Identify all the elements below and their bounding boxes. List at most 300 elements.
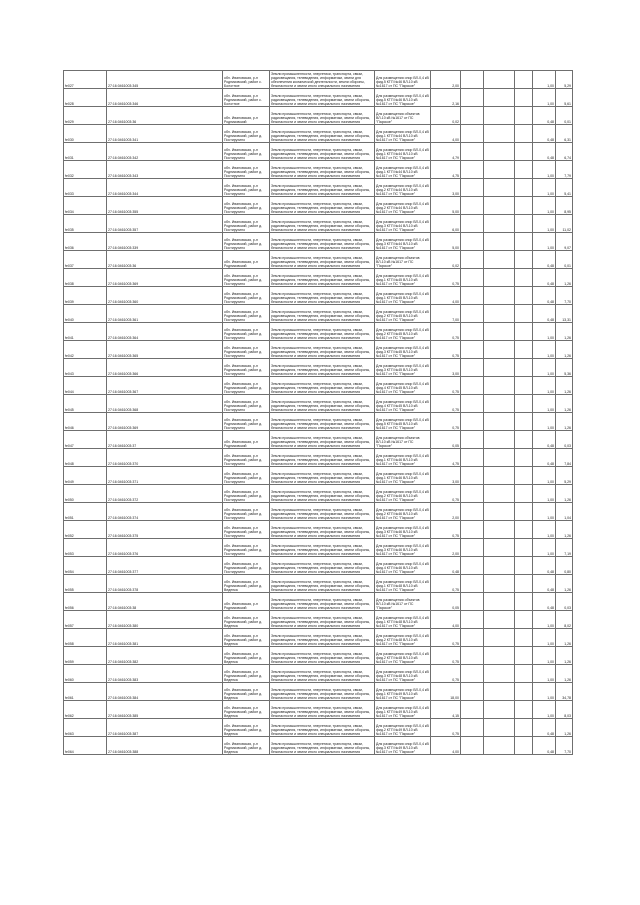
coefficient-cell: 0,48	[533, 107, 556, 125]
empty-cell	[461, 269, 484, 287]
table-row	[64, 701, 573, 719]
empty-cell	[461, 701, 484, 719]
row-number-cell: fe061	[64, 683, 107, 701]
permitted-use-cell: Для размещения опор ВЛ-0,4 кВ фид.1 КТП №46 ВЛ-10 кВ №1617 от ПС "Парское"	[375, 449, 431, 467]
permitted-use-cell: Для размещения опор ВЛ-0,4 кВ фид.1 КТП №45 ВЛ-10 кВ №1617 от ПС "Парское"	[375, 287, 431, 305]
coefficient-cell: 1,00	[533, 485, 556, 503]
permitted-use-cell: Для размещения опор ВЛ-0,4 кВ фид.3 КТП №44 ВЛ-10 кВ №1617 от ПС "Парское"	[375, 233, 431, 251]
coefficient-cell: 1,00	[533, 467, 556, 485]
empty-cell	[484, 557, 515, 575]
land-category-cell: Земли промышленности, энергетики, транспорта, связи, радиовещания, телевидения, информатики, земли обороны, безопасности и земли иного специального назначения	[270, 719, 375, 737]
address-cell: обл. Ивановская, р-н Родниковский, район д. Постирухино	[223, 179, 270, 197]
empty-cell	[461, 629, 484, 647]
value-cell: 9,07	[556, 233, 573, 251]
coefficient-cell: 1,00	[533, 701, 556, 719]
land-category-cell: Земли промышленности, энергетики, транспорта, связи, радиовещания, телевидения, информатики, земли обороны, безопасности и земли иного специального назначения	[270, 125, 375, 143]
coefficient-cell: 1,00	[533, 647, 556, 665]
empty-cell	[515, 467, 533, 485]
permitted-use-cell: Для размещения опор ВЛ-0,4 кВ фид.5 КТП №45 ВЛ-10 кВ №1617 от ПС "Парское"	[375, 413, 431, 431]
empty-cell	[461, 737, 484, 755]
empty-cell	[515, 593, 533, 611]
value-cell: 8,03	[556, 701, 573, 719]
address-cell: обл. Ивановская, р-н Родниковский, район д. Постирухино	[223, 197, 270, 215]
empty-cell	[515, 107, 533, 125]
cadastral-number-cell: 27:16:0461003:376	[107, 539, 223, 557]
empty-cell	[515, 503, 533, 521]
address-cell: обл. Ивановская, р-н Родниковский, район д. Веденка	[223, 665, 270, 683]
cadastral-number-cell: 27:16:0461003:384	[107, 683, 223, 701]
table-row	[64, 107, 573, 125]
cadastral-number-cell: 27:16:0461003:371	[107, 467, 223, 485]
value-cell: 0,01	[556, 107, 573, 125]
row-number-cell: fe054	[64, 557, 107, 575]
area-cell: 0,75	[431, 341, 461, 359]
empty-cell	[461, 161, 484, 179]
address-cell: обл. Ивановская, р-н Родниковский, район д. Веденка	[223, 647, 270, 665]
cadastral-number-cell: 27:16:0461003:377	[107, 557, 223, 575]
empty-cell	[461, 251, 484, 269]
empty-cell	[484, 431, 515, 449]
row-number-cell: fe031	[64, 143, 107, 161]
table-row	[64, 377, 573, 395]
row-number-cell: fe063	[64, 719, 107, 737]
permitted-use-cell: Для размещения объектов ВЛ-10 кВ №1617 от ПС "Парское"	[375, 251, 431, 269]
cadastral-number-cell: 27:16:0461003:364	[107, 323, 223, 341]
coefficient-cell: 1,00	[533, 395, 556, 413]
empty-cell	[484, 701, 515, 719]
address-cell: обл. Ивановская, р-н Родниковский, район д. Веденка	[223, 629, 270, 647]
empty-cell	[484, 665, 515, 683]
cadastral-number-cell: 27:16:0461003:369	[107, 413, 223, 431]
address-cell: обл. Ивановская, р-н Родниковский, район д. Постирухино	[223, 125, 270, 143]
coefficient-cell: 1,00	[533, 197, 556, 215]
area-cell: 2,00	[431, 503, 461, 521]
empty-cell	[461, 89, 484, 107]
land-category-cell: Земли промышленности, энергетики, транспорта, связи, радиовещания, телевидения, информатики, земли обороны, безопасности и земли иного специального назначения	[270, 287, 375, 305]
table-row	[64, 737, 573, 755]
area-cell: 0,05	[431, 593, 461, 611]
empty-cell	[515, 161, 533, 179]
land-category-cell: Земли промышленности, энергетики, транспорта, связи, радиовещания, телевидения, информатики, земли обороны, безопасности и земли иного специального назначения	[270, 665, 375, 683]
coefficient-cell: 0,48	[533, 593, 556, 611]
empty-cell	[515, 557, 533, 575]
empty-cell	[461, 611, 484, 629]
empty-cell	[461, 359, 484, 377]
empty-cell	[484, 323, 515, 341]
area-cell: 0,75	[431, 485, 461, 503]
row-number-cell: fe030	[64, 125, 107, 143]
permitted-use-cell: Для размещения опор ВЛ-0,4 кВ фид.1 КТП №44 ВЛ-10 кВ №1617 от ПС "Парское"	[375, 161, 431, 179]
address-cell: обл. Ивановская, р-н Родниковский, район д. Постирухино	[223, 413, 270, 431]
empty-cell	[461, 485, 484, 503]
area-cell: 0,75	[431, 647, 461, 665]
value-cell: 1,04	[556, 503, 573, 521]
area-cell: 0,48	[431, 557, 461, 575]
empty-cell	[484, 485, 515, 503]
area-cell: 4,00	[431, 611, 461, 629]
empty-cell	[484, 629, 515, 647]
address-cell: обл. Ивановская, р-н Родниковский, район д. Постирухино	[223, 323, 270, 341]
permitted-use-cell: Для размещения опор ВЛ-0,4 кВ фид.3 КТП №45 ВЛ-10 кВ №1617 от ПС "Парское"	[375, 359, 431, 377]
row-number-cell: fe034	[64, 197, 107, 215]
address-cell: обл. Ивановская, р-н Родниковский, район д. Веденка	[223, 611, 270, 629]
empty-cell	[484, 125, 515, 143]
value-cell: 13,31	[556, 305, 573, 323]
table-row	[64, 125, 573, 143]
empty-cell	[461, 395, 484, 413]
cadastral-number-cell: 27:16:0461003:37	[107, 431, 223, 449]
coefficient-cell: 0,48	[533, 431, 556, 449]
address-cell: обл. Ивановская, р-н Родниковский, район д. Постирухино	[223, 467, 270, 485]
permitted-use-cell: Для размещения опор ВЛ-0,4 кВ фид.2 КТП №45 ВЛ-10 кВ №1617 от ПС "Парское"	[375, 305, 431, 323]
cadastral-number-cell: 27:16:0461003:375	[107, 521, 223, 539]
address-cell: обл. Ивановская, р-н Родниковский, район д. Постирухино	[223, 395, 270, 413]
empty-cell	[515, 719, 533, 737]
coefficient-cell: 1,00	[533, 89, 556, 107]
area-cell: 0,75	[431, 629, 461, 647]
table-row	[64, 323, 573, 341]
empty-cell	[461, 287, 484, 305]
area-cell: 0,75	[431, 269, 461, 287]
empty-cell	[484, 377, 515, 395]
permitted-use-cell: Для размещения опор ВЛ-0,4 кВ фид.1 КТП №48 ВЛ-10 кВ №1617 от ПС "Парское"	[375, 611, 431, 629]
empty-cell	[484, 395, 515, 413]
empty-cell	[461, 233, 484, 251]
permitted-use-cell: Для размещения опор ВЛ-0,4 кВ фид.1 КТП №49 ВЛ-10 кВ №1617 от ПС "Парское"	[375, 701, 431, 719]
land-category-cell: Земли промышленности, энергетики, транспорта, связи, радиовещания, телевидения, информатики, земли обороны, безопасности и земли иного специального назначения	[270, 629, 375, 647]
row-number-cell: fe042	[64, 341, 107, 359]
permitted-use-cell: Для размещения опор ВЛ-0,4 кВ фид.4 КТП №45 ВЛ-10 кВ №1617 от ПС "Парское"	[375, 377, 431, 395]
row-number-cell: fe036	[64, 233, 107, 251]
permitted-use-cell: Для размещения опор ВЛ-0,4 кВ фид.5 КТП №46 ВЛ-10 кВ №1617 от ПС "Парское"	[375, 71, 431, 89]
table-row	[64, 143, 573, 161]
land-category-cell: Земли промышленности, энергетики, транспорта, связи, радиовещания, телевидения, информатики, земли обороны, безопасности и земли иного специального назначения	[270, 683, 375, 701]
coefficient-cell: 1,00	[533, 413, 556, 431]
table-row	[64, 305, 573, 323]
cadastral-number-cell: 27:16:0461003:360	[107, 287, 223, 305]
empty-cell	[515, 575, 533, 593]
cadastral-number-cell: 27:16:0461003:372	[107, 485, 223, 503]
value-cell: 5,29	[556, 71, 573, 89]
row-number-cell: fe057	[64, 611, 107, 629]
table-row	[64, 449, 573, 467]
value-cell: 0,01	[556, 251, 573, 269]
empty-cell	[515, 179, 533, 197]
empty-cell	[461, 575, 484, 593]
empty-cell	[515, 251, 533, 269]
empty-cell	[484, 521, 515, 539]
empty-cell	[461, 647, 484, 665]
coefficient-cell: 1,00	[533, 629, 556, 647]
area-cell: 3,00	[431, 467, 461, 485]
empty-cell	[461, 197, 484, 215]
empty-cell	[515, 737, 533, 755]
value-cell: 7,70	[556, 287, 573, 305]
value-cell: 7,19	[556, 539, 573, 557]
table-row	[64, 539, 573, 557]
permitted-use-cell: Для размещения опор ВЛ-0,4 кВ фид.3 КТП №49 ВЛ-10 кВ №1617 от ПС "Парское"	[375, 737, 431, 755]
land-category-cell: Земли промышленности, энергетики, транспорта, связи, радиовещания, телевидения, информатики, земли обороны, безопасности и земли иного специального назначения	[270, 179, 375, 197]
table-row	[64, 575, 573, 593]
empty-cell	[515, 449, 533, 467]
address-cell: обл. Ивановская, р-н Родниковский, район д. Постирухино	[223, 359, 270, 377]
value-cell: 1,26	[556, 269, 573, 287]
empty-cell	[461, 557, 484, 575]
coefficient-cell: 0,48	[533, 557, 556, 575]
address-cell: обл. Ивановская, р-н Родниковский, район д. Постирухино	[223, 521, 270, 539]
coefficient-cell: 1,00	[533, 665, 556, 683]
empty-cell	[515, 521, 533, 539]
land-category-cell: Земли промышленности, энергетики, транспорта, связи, радиовещания, телевидения, информатики, земли обороны, безопасности и земли иного специального назначения	[270, 431, 375, 449]
value-cell: 1,26	[556, 485, 573, 503]
empty-cell	[484, 593, 515, 611]
row-number-cell: fe032	[64, 161, 107, 179]
empty-cell	[515, 143, 533, 161]
empty-cell	[515, 197, 533, 215]
empty-cell	[484, 161, 515, 179]
empty-cell	[484, 737, 515, 755]
empty-cell	[484, 683, 515, 701]
row-number-cell: fe064	[64, 737, 107, 755]
area-cell: 4,75	[431, 161, 461, 179]
area-cell: 2,00	[431, 539, 461, 557]
area-cell: 4,15	[431, 701, 461, 719]
table-row	[64, 683, 573, 701]
land-category-cell: Земли промышленности, энергетики, транспорта, связи, радиовещания, телевидения, информатики, земли обороны, безопасности и земли иного специального назначения	[270, 611, 375, 629]
value-cell: 1,26	[556, 647, 573, 665]
address-cell: обл. Ивановская, р-н Родниковский, район д. Веденка	[223, 701, 270, 719]
address-cell: обл. Ивановская, р-н Родниковский	[223, 107, 270, 125]
table-row	[64, 557, 573, 575]
empty-cell	[461, 719, 484, 737]
area-cell: 4,00	[431, 125, 461, 143]
land-category-cell: Земли промышленности, энергетики, транспорта, связи, радиовещания, телевидения, информатики, земли обороны, безопасности и земли иного специального назначения	[270, 449, 375, 467]
cadastral-number-cell: 27:16:0461003:380	[107, 611, 223, 629]
area-cell: 5,00	[431, 233, 461, 251]
area-cell: 5,00	[431, 197, 461, 215]
row-number-cell: fe049	[64, 467, 107, 485]
address-cell: обл. Ивановская, р-н Родниковский, район д. Постирухино	[223, 143, 270, 161]
cadastral-number-cell: 27:16:0461003:381	[107, 629, 223, 647]
row-number-cell: fe037	[64, 251, 107, 269]
empty-cell	[484, 197, 515, 215]
empty-cell	[484, 611, 515, 629]
empty-cell	[484, 305, 515, 323]
value-cell: 7,79	[556, 161, 573, 179]
land-category-cell: Земли промышленности, энергетики, транспорта, связи, радиовещания, телевидения, информатики, земли обороны, безопасности и земли иного специального назначения	[270, 251, 375, 269]
row-number-cell: fe060	[64, 665, 107, 683]
cadastral-number-cell: 27:16:0461003:343	[107, 161, 223, 179]
row-number-cell: fe047	[64, 431, 107, 449]
table-row	[64, 647, 573, 665]
value-cell: 8,95	[556, 197, 573, 215]
address-cell: обл. Ивановская, р-н Родниковский, район д. Постирухино	[223, 161, 270, 179]
table-row	[64, 179, 573, 197]
empty-cell	[461, 143, 484, 161]
permitted-use-cell: Для размещения опор ВЛ-0,4 кВ фид.4 КТП №45 ВЛ-10 кВ №1617 от ПС "Парское"	[375, 395, 431, 413]
table-row	[64, 71, 573, 89]
coefficient-cell: 0,48	[533, 143, 556, 161]
cadastral-number-cell: 27:16:0461003:355	[107, 197, 223, 215]
empty-cell	[461, 71, 484, 89]
area-cell: 3,00	[431, 359, 461, 377]
cadastral-number-cell: 27:16:0461003:339	[107, 233, 223, 251]
row-number-cell: fe044	[64, 377, 107, 395]
table-row	[64, 233, 573, 251]
value-cell: 5,61	[556, 89, 573, 107]
area-cell: 0,75	[431, 575, 461, 593]
empty-cell	[484, 503, 515, 521]
area-cell: 4,75	[431, 449, 461, 467]
permitted-use-cell: Для размещения опор ВЛ-0,4 кВ фид.1 КТП №48 ВЛ-10 кВ №1617 от ПС "Парское"	[375, 575, 431, 593]
table-row	[64, 431, 573, 449]
table-row	[64, 719, 573, 737]
coefficient-cell: 1,00	[533, 161, 556, 179]
permitted-use-cell: Для размещения опор ВЛ-0,4 кВ фид.2 КТП №48 ВЛ-10 кВ №1617 от ПС "Парское"	[375, 647, 431, 665]
empty-cell	[515, 89, 533, 107]
empty-cell	[484, 107, 515, 125]
land-category-cell: Земли промышленности, энергетики, транспорта, связи, радиовещания, телевидения, информатики, земли обороны, безопасности и земли иного специального назначения	[270, 539, 375, 557]
value-cell: 1,26	[556, 413, 573, 431]
coefficient-cell: 0,48	[533, 449, 556, 467]
cadastral-number-cell: 27:16:0461003:36	[107, 107, 223, 125]
cadastral-number-cell: 27:16:0461003:378	[107, 575, 223, 593]
value-cell: 1,26	[556, 719, 573, 737]
land-category-cell: Земли промышленности, энергетики, транспорта, связи, радиовещания, телевидения, информатики, земли обороны, безопасности и земли иного специального назначения	[270, 89, 375, 107]
empty-cell	[515, 431, 533, 449]
cadastral-number-cell: 27:16:0461003:368	[107, 395, 223, 413]
value-cell: 7,84	[556, 449, 573, 467]
row-number-cell: fe058	[64, 629, 107, 647]
address-cell: обл. Ивановская, р-н Родниковский, район д. Постирухино	[223, 341, 270, 359]
cadastral-number-cell: 27:16:0461003:367	[107, 377, 223, 395]
cadastral-number-cell: 27:16:0461003:361	[107, 305, 223, 323]
land-category-cell: Земли промышленности, энергетики, транспорта, связи, радиовещания, телевидения, информатики, земли обороны, безопасности и земли иного специального назначения	[270, 467, 375, 485]
row-number-cell: fe040	[64, 305, 107, 323]
empty-cell	[484, 341, 515, 359]
cadastral-number-cell: 27:16:0461003:366	[107, 359, 223, 377]
address-cell: обл. Ивановская, р-н Родниковский	[223, 593, 270, 611]
land-category-cell: Земли промышленности, энергетики, транспорта, связи, радиовещания, телевидения, информатики, земли обороны, безопасности и земли иного специального назначения	[270, 143, 375, 161]
permitted-use-cell: Для размещения опор ВЛ-0,4 кВ фид.2 КТП №49 ВЛ-10 кВ №1617 от ПС "Парское"	[375, 719, 431, 737]
empty-cell	[515, 395, 533, 413]
empty-cell	[515, 359, 533, 377]
address-cell: обл. Ивановская, р-н Родниковский, район д. Веденка	[223, 575, 270, 593]
value-cell: 1,26	[556, 341, 573, 359]
value-cell: 1,26	[556, 377, 573, 395]
area-cell: 0,75	[431, 413, 461, 431]
land-category-cell: Земли промышленности, энергетики, транспорта, связи, радиовещания, телевидения, информатики, земли обороны, безопасности и земли иного специального назначения	[270, 305, 375, 323]
empty-cell	[461, 431, 484, 449]
land-category-cell: Земли промышленности, энергетики, транспорта, связи, радиовещания, телевидения, информатики, земли обороны, безопасности и земли иного специального назначения	[270, 341, 375, 359]
address-cell: обл. Ивановская, р-н Родниковский	[223, 431, 270, 449]
cadastral-number-cell: 27:16:0461003:382	[107, 647, 223, 665]
row-number-cell: fe046	[64, 413, 107, 431]
row-number-cell: fe043	[64, 359, 107, 377]
address-cell: обл. Ивановская, р-н Родниковский, район д. Постирухино	[223, 449, 270, 467]
row-number-cell: fe045	[64, 395, 107, 413]
land-category-cell: Земли промышленности, энергетики, транспорта, связи, радиовещания, телевидения, информатики, земли обороны, безопасности и земли иного специального назначения	[270, 485, 375, 503]
empty-cell	[515, 665, 533, 683]
empty-cell	[484, 647, 515, 665]
row-number-cell: fe035	[64, 215, 107, 233]
row-number-cell: fe052	[64, 521, 107, 539]
cadastral-number-cell: 27:16:0461003:36	[107, 251, 223, 269]
empty-cell	[515, 539, 533, 557]
row-number-cell: fe055	[64, 575, 107, 593]
address-cell: обл. Ивановская, р-н Родниковский, район с. Болотное	[223, 89, 270, 107]
area-cell: 0,02	[431, 107, 461, 125]
address-cell: обл. Ивановская, р-н Родниковский, район д. Постирухино	[223, 485, 270, 503]
value-cell: 0,03	[556, 431, 573, 449]
land-category-cell: Земли промышленности, энергетики, транспорта, связи, радиовещания, телевидения, информатики, земли обороны, безопасности и земли иного специального назначения	[270, 107, 375, 125]
coefficient-cell: 1,00	[533, 233, 556, 251]
permitted-use-cell: Для размещения опор ВЛ-0,4 кВ фид.3 КТП №44 ВЛ-10 кВ №1617 от ПС "Парское"	[375, 215, 431, 233]
land-category-cell: Земли промышленности, энергетики, транспорта, связи, радиовещания, телевидения, информатики, земли обороны, безопасности и земли иного специального назначения	[270, 413, 375, 431]
permitted-use-cell: Для размещения опор ВЛ-0,4 кВ фид.3 КТП №48 ВЛ-10 кВ №1617 от ПС "Парское"	[375, 665, 431, 683]
cadastral-number-cell: 27:16:0461003:357	[107, 215, 223, 233]
value-cell: 1,26	[556, 629, 573, 647]
coefficient-cell: 1,00	[533, 503, 556, 521]
land-category-cell: Земли промышленности, энергетики, транспорта, связи, радиовещания, телевидения, информатики, земли обороны, безопасности и земли иного специального назначения	[270, 737, 375, 755]
address-cell: обл. Ивановская, р-н Родниковский, район д. Постирухино	[223, 503, 270, 521]
value-cell: 5,29	[556, 467, 573, 485]
address-cell: обл. Ивановская, р-н Родниковский, район д. Постирухино	[223, 215, 270, 233]
empty-cell	[484, 179, 515, 197]
area-cell: 2,16	[431, 89, 461, 107]
value-cell: 34,78	[556, 683, 573, 701]
land-category-cell: Земли промышленности, энергетики, транспорта, связи, радиовещания, телевидения, информатики, земли обороны, безопасности и земли иного специального назначения	[270, 395, 375, 413]
coefficient-cell: 1,00	[533, 683, 556, 701]
table-row	[64, 629, 573, 647]
area-cell: 0,75	[431, 521, 461, 539]
row-number-cell: fe053	[64, 539, 107, 557]
empty-cell	[484, 359, 515, 377]
row-number-cell: fe050	[64, 485, 107, 503]
empty-cell	[515, 611, 533, 629]
row-number-cell: fe038	[64, 269, 107, 287]
area-cell: 6,00	[431, 215, 461, 233]
empty-cell	[515, 341, 533, 359]
permitted-use-cell: Для размещения опор ВЛ-0,4 кВ фид.2 КТП №44 ВЛ-10 кВ №1617 от ПС "Парское"	[375, 197, 431, 215]
permitted-use-cell: Для размещения опор ВЛ-0,4 кВ фид.3 КТП №45 ВЛ-10 кВ №1617 от ПС "Парское"	[375, 341, 431, 359]
coefficient-cell: 1,00	[533, 611, 556, 629]
empty-cell	[461, 593, 484, 611]
address-cell: обл. Ивановская, р-н Родниковский, район д. Постирухино	[223, 269, 270, 287]
table-row	[64, 359, 573, 377]
area-cell: 0,75	[431, 377, 461, 395]
land-category-cell: Земли промышленности, энергетики, транспорта, связи, радиовещания, телевидения, информатики, земли обороны, безопасности и земли иного специального назначения	[270, 323, 375, 341]
table-row	[64, 341, 573, 359]
row-number-cell: fe029	[64, 107, 107, 125]
empty-cell	[515, 413, 533, 431]
coefficient-cell: 1,00	[533, 539, 556, 557]
table-row	[64, 395, 573, 413]
area-cell: 0,75	[431, 395, 461, 413]
permitted-use-cell: Для размещения опор ВЛ-0,4 кВ фид.2 КТП №45 ВЛ-10 кВ №1617 от ПС "Парское"	[375, 323, 431, 341]
coefficient-cell: 0,48	[533, 305, 556, 323]
coefficient-cell: 0,48	[533, 125, 556, 143]
row-number-cell: fe056	[64, 593, 107, 611]
value-cell: 1,26	[556, 521, 573, 539]
empty-cell	[515, 125, 533, 143]
permitted-use-cell: Для размещения опор ВЛ-0,4 кВ фид.5 КТП №46 ВЛ-10 кВ №1617 от ПС "Парское"	[375, 89, 431, 107]
empty-cell	[484, 467, 515, 485]
empty-cell	[461, 467, 484, 485]
empty-cell	[515, 377, 533, 395]
table-row	[64, 197, 573, 215]
coefficient-cell: 1,00	[533, 215, 556, 233]
